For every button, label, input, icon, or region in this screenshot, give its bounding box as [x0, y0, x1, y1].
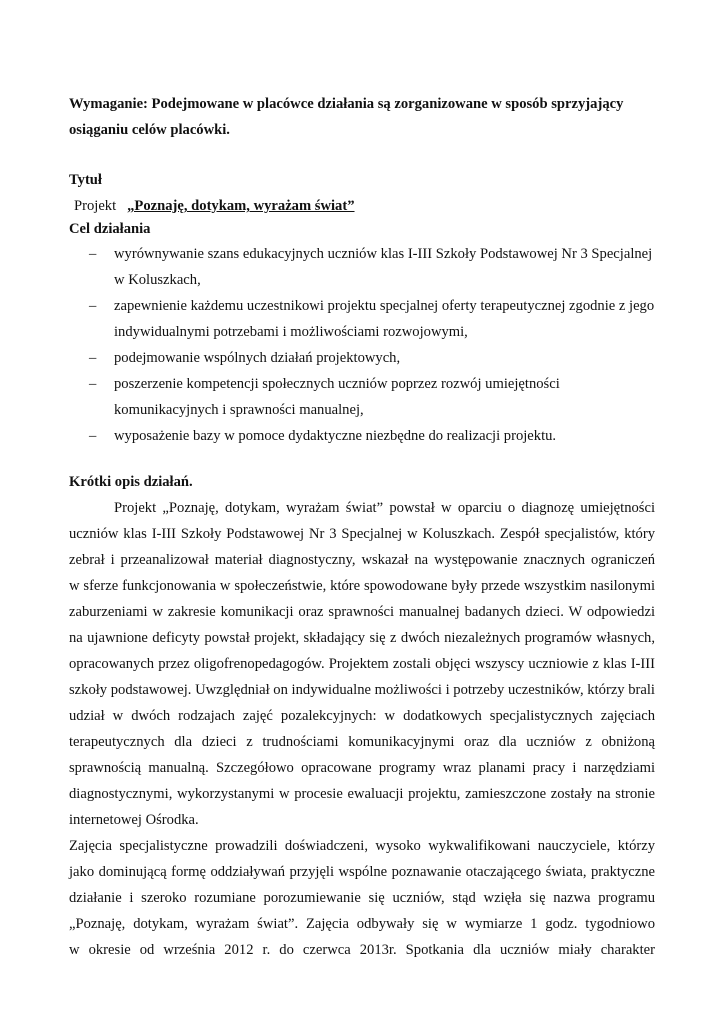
goal-text: zapewnienie każdemu uczestnikowi projektu specjalnej oferty terapeutycznej zgodnie z jego [114, 298, 655, 314]
goal-item [89, 345, 689, 371]
paragraph-line: w okresie od września 2012 r. do czerwca 2013r. Spotkania dla uczniów miały charakter [69, 942, 655, 958]
paragraph-line: w sferze funkcjonowania w społeczeństwie, które spowodowane były przede wszystkim nasilonymi [69, 578, 655, 594]
requirement-line: Wymaganie: Podejmowane w placówce działania są zorganizowane w sposób sprzyjający [69, 96, 624, 112]
paragraph-line: działanie i szeroko rozumiane porozumiewanie się uczniów, stąd wzięła się nazwa programu [69, 890, 655, 906]
dash-bullet-icon: – [89, 298, 97, 314]
goal-item [89, 371, 689, 423]
paragraph-line: internetowej Ośrodka. [69, 812, 199, 828]
goal-text: podejmowanie wspólnych działań projektowych, [114, 350, 401, 366]
dash-bullet-icon: – [89, 376, 97, 392]
description-body [69, 495, 655, 963]
goal-item [89, 293, 689, 345]
paragraph-line: „Poznaję, dotykam, wyrażam świat”. Zajęcia odbywały się w wymiarze 1 godz. tygodniowo [69, 916, 655, 932]
goal-text: w Koluszkach, [114, 272, 201, 288]
paragraph-line: udział w dwóch rodzajach zajęć pozalekcyjnych: w dodatkowych specjalistycznych zajęciach [69, 708, 655, 724]
project-name: „Poznaję, dotykam, wyrażam świat” [127, 198, 355, 214]
project-prefix: Projekt [74, 198, 117, 214]
goal-text: komunikacyjnych i sprawności manualnej, [114, 402, 364, 418]
requirement-statement [69, 91, 669, 143]
dash-bullet-icon: – [89, 246, 97, 262]
goal-text: indywidualnymi potrzebami i możliwościami rozwojowymi, [114, 324, 468, 340]
requirement-line: osiąganiu celów placówki. [69, 122, 230, 138]
paragraph-line: zaburzeniami w zakresie komunikacji oraz sprawności manualnej badanych dzieci. W odpowiedzi [69, 604, 655, 620]
goal-text: poszerzenie kompetencji społecznych uczniów poprzez rozwój umiejętności [114, 376, 560, 392]
goal-item [89, 241, 689, 293]
paragraph-line: szkoły podstawowej. Uwzględniał on indywidualne możliwości i potrzeby uczestników, którzy brali [69, 682, 655, 698]
goal-text: wyrównywanie szans edukacyjnych uczniów klas I-III Szkoły Podstawowej Nr 3 Specjalnej [114, 246, 653, 262]
paragraph-line: na ujawnione deficyty powstał projekt, składający się z dwóch niezależnych programów własnych, [69, 630, 655, 646]
goal-text: wyposażenie bazy w pomoce dydaktyczne niezbędne do realizacji projektu. [114, 428, 557, 444]
dash-bullet-icon: – [89, 350, 97, 366]
paragraph-line: terapeutycznych dla dzieci z trudnościami komunikacyjnymi oraz dla uczniów z obniżoną [69, 734, 655, 750]
goals-list [89, 241, 689, 449]
goals-heading: Cel działania [69, 221, 151, 237]
paragraph-line: Zajęcia specjalistyczne prowadzili doświadczeni, wysoko wykwalifikowani nauczyciele, którzy [69, 838, 655, 854]
paragraph-line: zebrał i przeanalizował materiał diagnostyczny, wskazał na występowanie znacznych ograniczeń [69, 552, 655, 568]
goal-item [89, 423, 689, 449]
paragraph-line: sprawnością manualną. Szczegółowo opracowane programy wraz planami pracy i narzędziami [69, 760, 655, 776]
paragraph-line: diagnostycznymi, wykorzystanymi w procesie ewaluacji projektu, zamieszczone zostały na stronie [69, 786, 655, 802]
paragraph-line: uczniów klas I-III Szkoły Podstawowej Nr 3 Specjalnej w Koluszkach. Zespół specjalistów, który [69, 526, 655, 542]
dash-bullet-icon: – [89, 428, 97, 444]
paragraph-line: jako dominującą formę oddziaływań przyjęli wspólne poznawanie otaczającego świata, praktyczne [69, 864, 655, 880]
paragraph-line: opracowanych przez oligofrenopedagogów. Projektem zostali objęci wszyscy uczniowie z klas I-III [69, 656, 655, 672]
paragraph-line: Projekt „Poznaję, dotykam, wyrażam świat” powstał w oparciu o diagnozę umiejętności [114, 500, 655, 516]
description-heading: Krótki opis działań. [69, 474, 193, 490]
title-heading: Tytuł [69, 172, 102, 188]
